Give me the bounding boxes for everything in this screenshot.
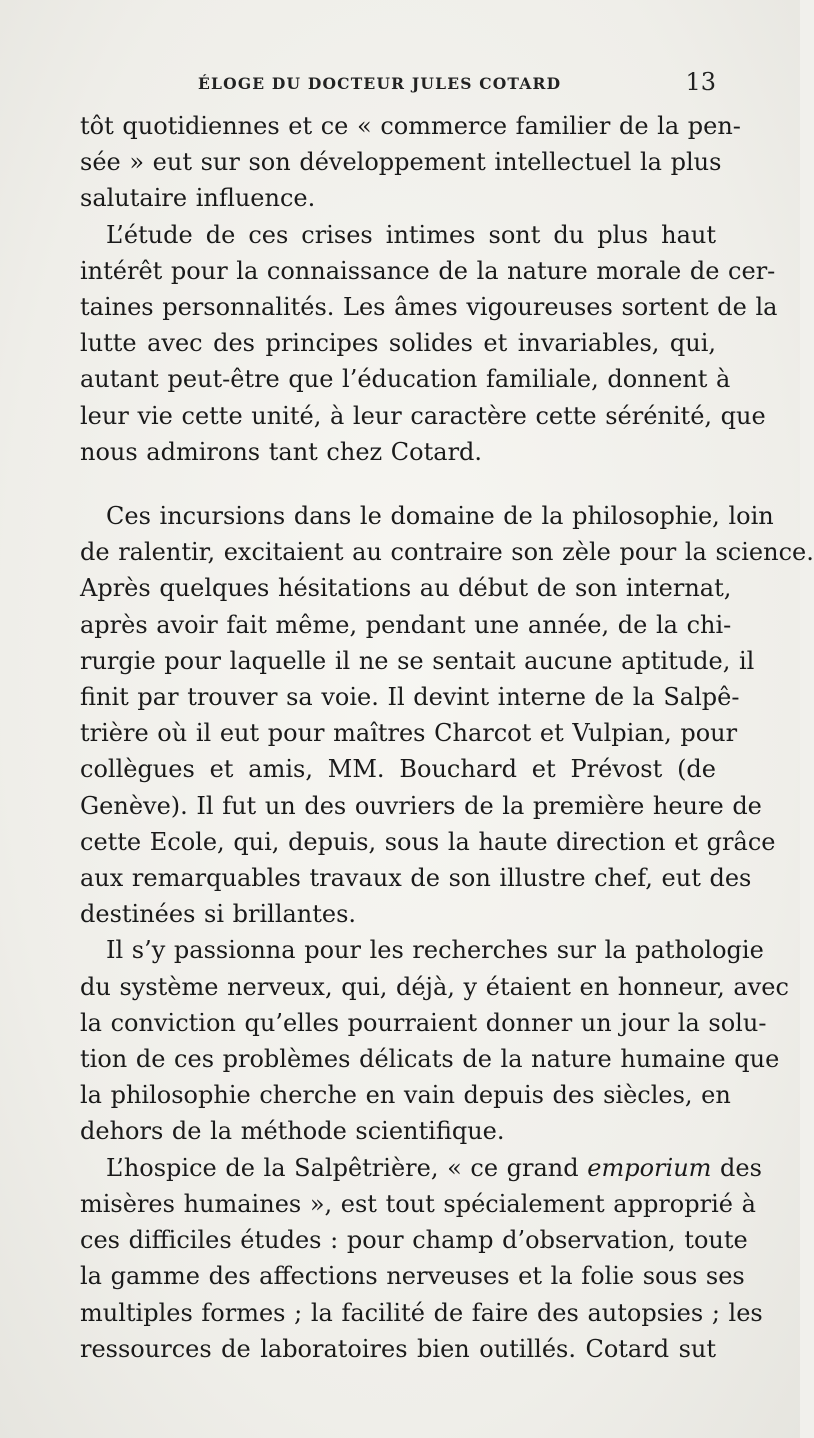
paragraph-pathologie [80, 932, 789, 1149]
text-line: la gamme des affections nerveuses et la folie sous ses [80, 1262, 745, 1291]
text-line: Ces incursions dans le domaine de la philosophie, loin [106, 502, 774, 531]
text-line: intérêt pour la connaissance de la nature morale de cer- [80, 256, 776, 285]
text-line: sée » eut sur son développement intellectuel la plus [80, 148, 722, 177]
paragraph-incursions [80, 498, 814, 932]
text-line: ces difficiles études : pour champ d’observation, toute [80, 1226, 748, 1255]
text-line: Genève). Il fut un des ouvriers de la première heure de [80, 791, 762, 820]
text-line: après avoir fait même, pendant une année, de la chi- [80, 610, 732, 639]
text-line: de ralentir, excitaient au contraire son zèle pour la science. [80, 538, 814, 567]
text-line: trière où il eut pour maîtres Charcot et Vulpian, pour [80, 719, 738, 748]
text-line: du système nerveux, qui, déjà, y étaient en honneur, avec [80, 972, 789, 1001]
text-line: rurgie pour laquelle il ne se sentait aucune aptitude, il [80, 646, 755, 675]
text-line: nous admirons tant chez Cotard. [80, 437, 483, 466]
paragraph-continuation [80, 108, 741, 217]
paragraph-crises [80, 217, 778, 470]
text-line: taines personnalités. Les âmes vigoureuses sortent de la [80, 293, 778, 322]
text-line: dehors de la méthode scientifique. [80, 1117, 505, 1146]
text-line: multiples formes ; la facilité de faire des autopsies ; les [80, 1298, 763, 1327]
text-line: lutte avec des principes solides et invariables, qui, [80, 329, 716, 358]
text-line: la conviction qu’elles pourraient donner un jour la solu- [80, 1008, 767, 1037]
text-line: finit par trouver sa voie. Il devint interne de la Salpê- [80, 683, 740, 712]
text-line: aux remarquables travaux de son illustre chef, eut des [80, 864, 752, 893]
italic-term: emporium [587, 1153, 712, 1182]
text-line: collègues et amis, MM. Bouchard et Prévost (de [80, 755, 716, 784]
text-line: leur vie cette unité, à leur caractère cette sérénité, que [80, 401, 766, 430]
text-line: tôt quotidiennes et ce « commerce familier de la pen- [80, 112, 741, 140]
text-line: Il s’y passionna pour les recherches sur la pathologie [106, 936, 764, 965]
text-line: autant peut-être que l’éducation familiale, donnent à [80, 365, 731, 394]
running-head [80, 68, 716, 100]
text-line: L’étude de ces crises intimes sont du plus haut [106, 220, 716, 249]
text-span: des [711, 1153, 762, 1182]
page-number: 13 [685, 68, 716, 96]
text-span: L’hospice de la Salpêtrière, « ce grand [106, 1153, 588, 1182]
text-line: ressources de laboratoires bien outillés. Cotard sut [80, 1334, 716, 1363]
text-line: Après quelques hésitations au début de son internat, [80, 574, 732, 603]
body-text [80, 108, 814, 1367]
paragraph-hospice [80, 1150, 763, 1367]
text-line: misères humaines », est tout spécialement approprié à [80, 1189, 756, 1218]
text-line: salutaire influence. [80, 184, 316, 213]
running-title: ÉLOGE DU DOCTEUR JULES COTARD [198, 74, 562, 93]
section-gap [80, 470, 716, 498]
text-line: destinées si brillantes. [80, 900, 357, 929]
text-line: cette Ecole, qui, depuis, sous la haute direction et grâce [80, 827, 776, 856]
text-line [80, 1150, 762, 1186]
text-line: la philosophie cherche en vain depuis des siècles, en [80, 1081, 731, 1110]
text-line: tion de ces problèmes délicats de la nature humaine que [80, 1045, 780, 1074]
